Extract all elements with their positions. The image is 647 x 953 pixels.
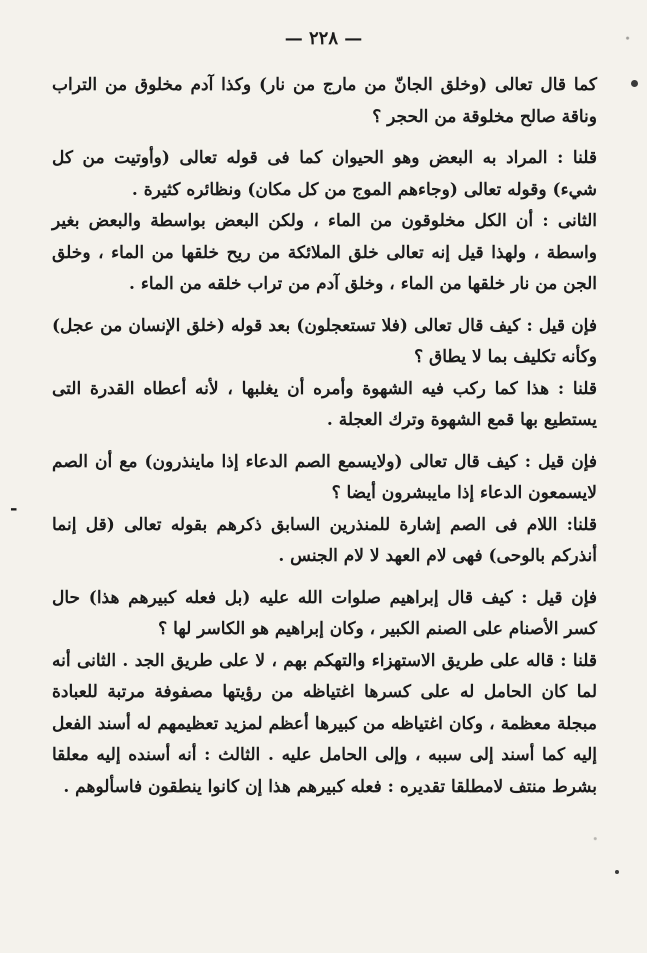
paragraph-5: قلنا : هذا كما ركب فيه الشهوة وأمره أن يغلبها ، لأنه أعطاه القدرة التى يستطيع بها قمع الشهوة وترك العجلة . — [52, 378, 597, 430]
paragraph-9: قلنا : قاله على طريق الاستهزاء والتهكم بهم ، لا على طريق الجد . الثانى أنه لما كان الحامل له على كسرها اغتياظه من رؤيتها مصفوفة مرتبة للعبادة مبجلة معظمة ، وكان اغتياظه من كبيرها أعظم لمزيد تعظيمهم له أسند الفعل إليه كما أسند إلى سببه ، وإلى الحامل عليه . الثالث : أنه أسنده إليه معلقا بشرط منتف لامطلقا تقديره : فعله كبيرهم هذا إن كانوا ينطقون فاسألوهم . — [52, 650, 597, 797]
margin-mark: - — [10, 498, 18, 519]
scan-speck — [615, 870, 619, 874]
page-body — [52, 70, 597, 803]
page-number: — ٢٢٨ — — [284, 28, 363, 49]
paragraph-8: فإن قيل : كيف قال إبراهيم صلوات الله عليه (بل فعله كبيرهم هذا) حال كسر الأصنام على الصنم الكبير ، وكان إبراهيم هو الكاسر لها ؟ — [52, 587, 597, 639]
paragraph-6: فإن قيل : كيف قال تعالى (ولايسمع الصم الدعاء إذا ماينذرون) مع أن الصم لايسمعون الدعاء إذا مايبشرون أيضا ؟ — [52, 451, 597, 503]
paragraph-1: كما قال تعالى (وخلق الجانّ من مارج من نار) وكذا آدم مخلوق من التراب وناقة صالح مخلوقة من الحجر ؟ — [52, 75, 597, 127]
paragraph-2: قلنا : المراد به البعض وهو الحيوان كما فى قوله تعالى (وأوتيت من كل شيء) وقوله تعالى (وجاءهم الموج من كل مكان) ونظائره كثيرة . — [52, 148, 597, 200]
paragraph-3: الثانى : أن الكل مخلوقون من الماء ، ولكن البعض بواسطة والبعض بغير واسطة ، ولهذا قيل إنه تعالى خلق الملائكة من ريح خلقها من الماء ، وخلق الجن من نار خلقها من الماء ، وخلق آدم من تراب خلقه من الماء . — [52, 211, 597, 294]
paragraph-7: قلنا: اللام فى الصم إشارة للمنذرين السابق ذكرهم بقوله تعالى (قل إنما أنذركم بالوحى) فهى لام العهد لا لام الجنس . — [52, 514, 597, 566]
scan-speck — [631, 80, 638, 87]
paragraph-4: فإن قيل : كيف قال تعالى (فلا تستعجلون) بعد قوله (خلق الإنسان من عجل) وكأنه تكليف بما لا يطاق ؟ — [52, 315, 597, 367]
